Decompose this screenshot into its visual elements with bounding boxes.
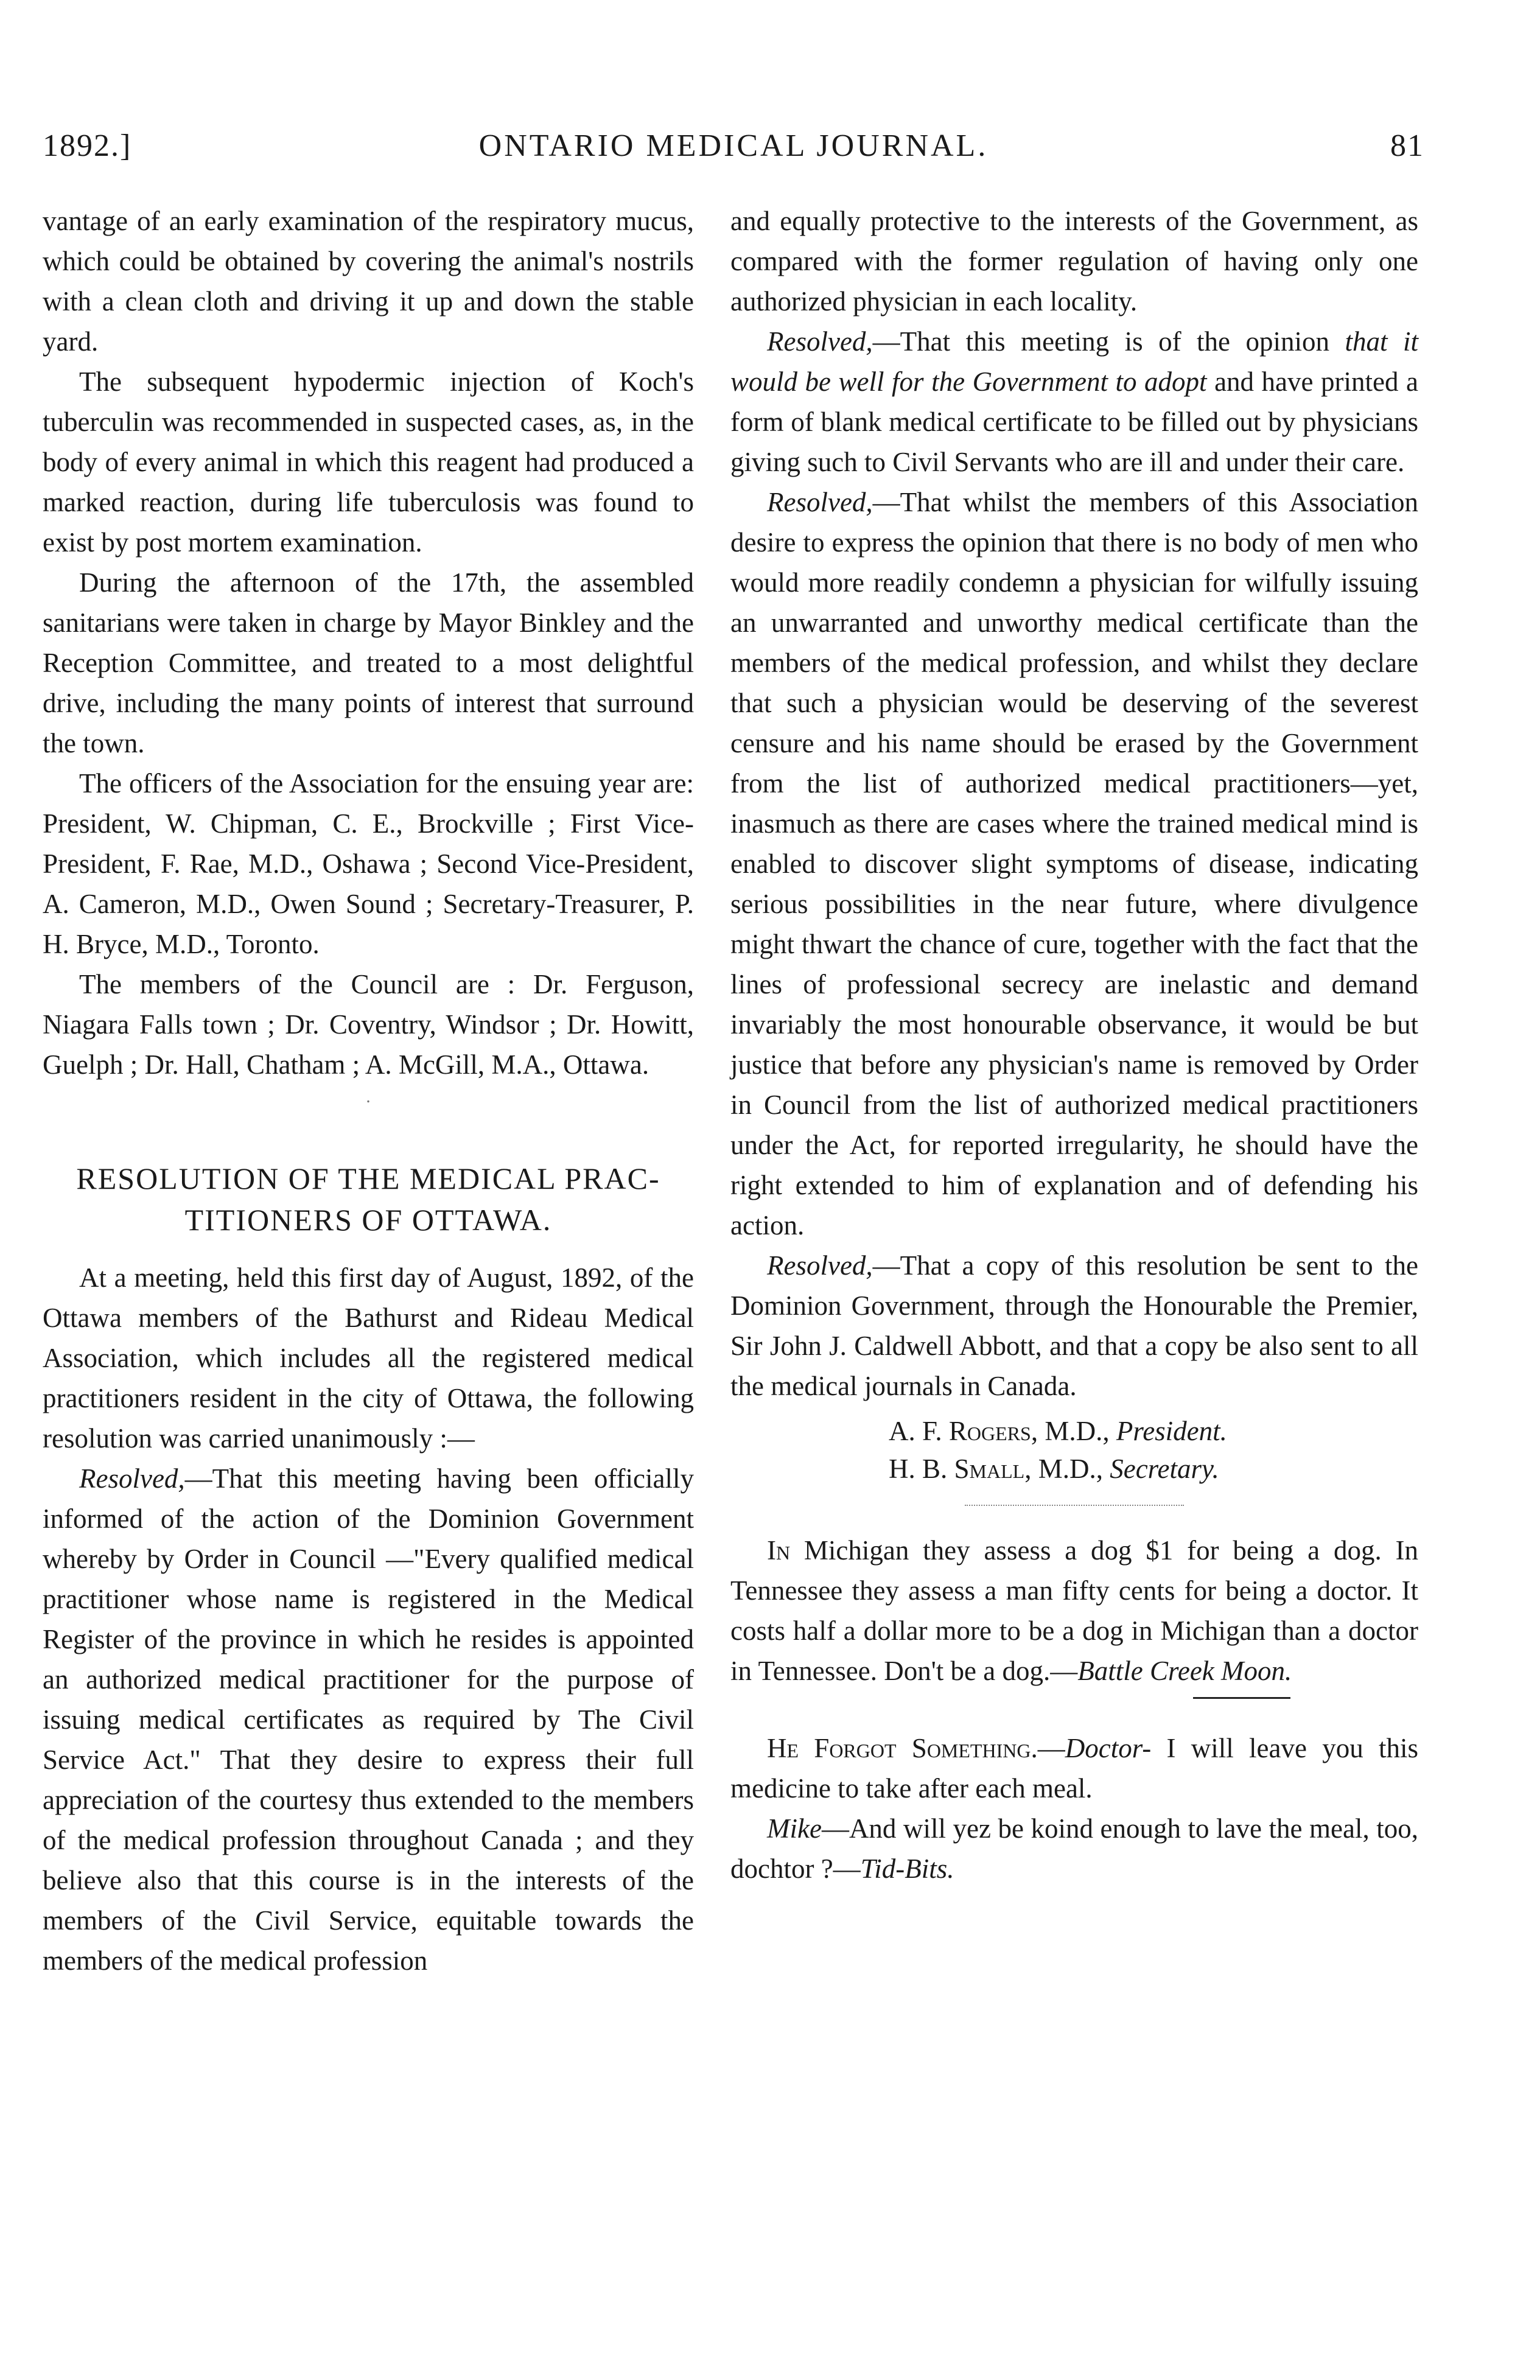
- resolution-paragraph: [730, 321, 1418, 482]
- resolved-lead: Resolved,: [767, 1250, 873, 1281]
- speaker: Doctor-: [1065, 1733, 1152, 1763]
- paragraph: [730, 1530, 1418, 1691]
- signatures: [730, 1412, 1418, 1488]
- paragraph-text: —That a copy of this resolution be sent to the Dominion Government, through the Honourable the Premier, Sir John J. Caldwell Abbott, and that a copy be also sent to all the medical journals in Canada.: [730, 1250, 1418, 1401]
- signature-title: Secretary.: [1110, 1454, 1219, 1484]
- section-title: [43, 1158, 694, 1241]
- paragraph-text: I will leave you this medicine to take after each meal.: [730, 1733, 1418, 1804]
- divider: [1193, 1697, 1290, 1699]
- paragraph: The subsequent hypodermic injection of Koch's tuberculin was recommended in suspected cases, as, in the body of every animal in which this reagent had produced a marked reaction, during life tuberculosis was found to exist by post mortem examination.: [43, 366, 694, 558]
- section-title-line: RESOLUTION OF THE MEDICAL PRAC-: [76, 1161, 660, 1195]
- lead-word: In: [767, 1535, 791, 1566]
- paragraph: [730, 1808, 1418, 1889]
- signature-name: A. F. Rogers, M.D.,: [889, 1416, 1116, 1446]
- resolution-paragraph: [730, 1245, 1418, 1406]
- resolution-paragraph: [43, 1458, 694, 1981]
- ornament-dot: .: [366, 1087, 371, 1107]
- resolution-paragraph: [730, 482, 1418, 1245]
- header-journal-title: ONTARIO MEDICAL JOURNAL.: [478, 128, 989, 163]
- paragraph: vantage of an early examination of the respiratory mucus, which could be obtained by covering the animal's nostrils with a clean cloth and driving it up and down the stable yard.: [43, 206, 694, 357]
- speaker: Mike: [767, 1813, 822, 1844]
- paragraph: During the afternoon of the 17th, the assembled sanitarians were taken in charge by Mayor Binkley and the Reception Committee, and treated to a most delightful drive, including the many points of interest that surround the town.: [43, 567, 694, 758]
- paragraph-text: and have printed a form of blank medical certificate to be filled out by physicians giving such to Civil Servants who are ill and under their care.: [730, 366, 1418, 477]
- paragraph: [730, 1728, 1418, 1808]
- header-year: 1892.]: [43, 128, 132, 163]
- resolved-lead: Resolved,: [767, 487, 873, 517]
- item-title: He Forgot Something.: [767, 1733, 1038, 1763]
- resolved-lead: Resolved,: [79, 1463, 185, 1494]
- paragraph: The officers of the Association for the ensuing year are: President, W. Chipman, C. E., Brockville ; First Vice-President, F. Rae, M.D., Oshawa ; Second Vice-President, A. Cameron, M.D., Owen Sound ; Secretary-Treasurer, P. H. Bryce, M.D., Toronto.: [43, 768, 694, 959]
- running-header: [43, 128, 1424, 183]
- resolved-lead: Resolved,: [767, 326, 873, 357]
- paragraph-text: Michigan they assess a dog $1 for being a dog. In Tennessee they assess a man fifty cents for being a doctor. It costs half a dollar more to be a dog in Michigan than a doctor in Tennessee. Don't be a dog.—: [730, 1535, 1418, 1686]
- signature-title: President.: [1116, 1416, 1227, 1446]
- left-column: [43, 201, 694, 1981]
- right-column: [730, 201, 1418, 1889]
- section-title-line: TITIONERS OF OTTAWA.: [184, 1203, 552, 1237]
- paragraph-text: —That whilst the members of this Association desire to express the opinion that there is no body of men who would more readily condemn a physician for wilfully issuing an unwarranted and unworthy medical certificate than the members of the medical profession, and whilst they declare that such a physician would be deserving of the severest censure and his name should be erased by the Government from the list of authorized medical practitioners—yet, inasmuch as there are cases where the trained medical mind is enabled to discover slight symptoms of disease, indicating serious possibilities in the near future, where divulgence might thwart the chance of cure, together with the fact that the lines of professional secrecy are inelastic and demand invariably the most honourable observance, it would be but justice that before any physician's name is removed by Order in Council from the list of authorized medical practitioners under the Act, for reported irregularity, he should have the right extended to him of explanation and of defending his action.: [730, 487, 1418, 1241]
- signature-secretary: [730, 1450, 1418, 1488]
- signature-president: [730, 1412, 1418, 1450]
- paragraph: At a meeting, held this first day of August, 1892, of the Ottawa members of the Bathurst and Rideau Medical Association, which includes all the registered medical practitioners resident in the city of Ottawa, the following resolution was carried unanimously :—: [43, 1262, 694, 1454]
- source-citation: Battle Creek Moon.: [1077, 1656, 1292, 1686]
- paragraph-text: —That this meeting is of the opinion: [872, 326, 1345, 357]
- paragraph: and equally protective to the interests of the Government, as compared with the former regulation of having only one authorized physician in each locality.: [730, 206, 1418, 317]
- divider: [965, 1505, 1184, 1506]
- header-page-number: 81: [1390, 128, 1424, 163]
- paragraph: The members of the Council are : Dr. Ferguson, Niagara Falls town ; Dr. Coventry, Windsor ; Dr. Howitt, Guelph ; Dr. Hall, Chatham ; A. McGill, M.A., Ottawa.: [43, 969, 694, 1080]
- italic-text: that it would be well for the Government to adopt: [730, 326, 1418, 397]
- source-citation: Tid-Bits.: [860, 1853, 954, 1884]
- paragraph-text: —That this meeting having been officially informed of the action of the Dominion Government whereby by Order in Council —"Every qualified medical practitioner whose name is registered in the Medical Register of the province in which he resides is appointed an authorized medical practitioner for the purpose of issuing medical certificates as required by The Civil Service Act." That they desire to express their full appreciation of the courtesy thus extended to the members of the medical profession throughout Canada ; and they believe also that this course is in the interests of the members of the Civil Service, equitable towards the members of the medical profession: [43, 1463, 694, 1976]
- signature-name: H. B. Small, M.D.,: [889, 1454, 1110, 1484]
- paragraph-text: —And will yez be koind enough to lave the meal, too, dochtor ?—: [730, 1813, 1418, 1884]
- dash: —: [1037, 1733, 1065, 1763]
